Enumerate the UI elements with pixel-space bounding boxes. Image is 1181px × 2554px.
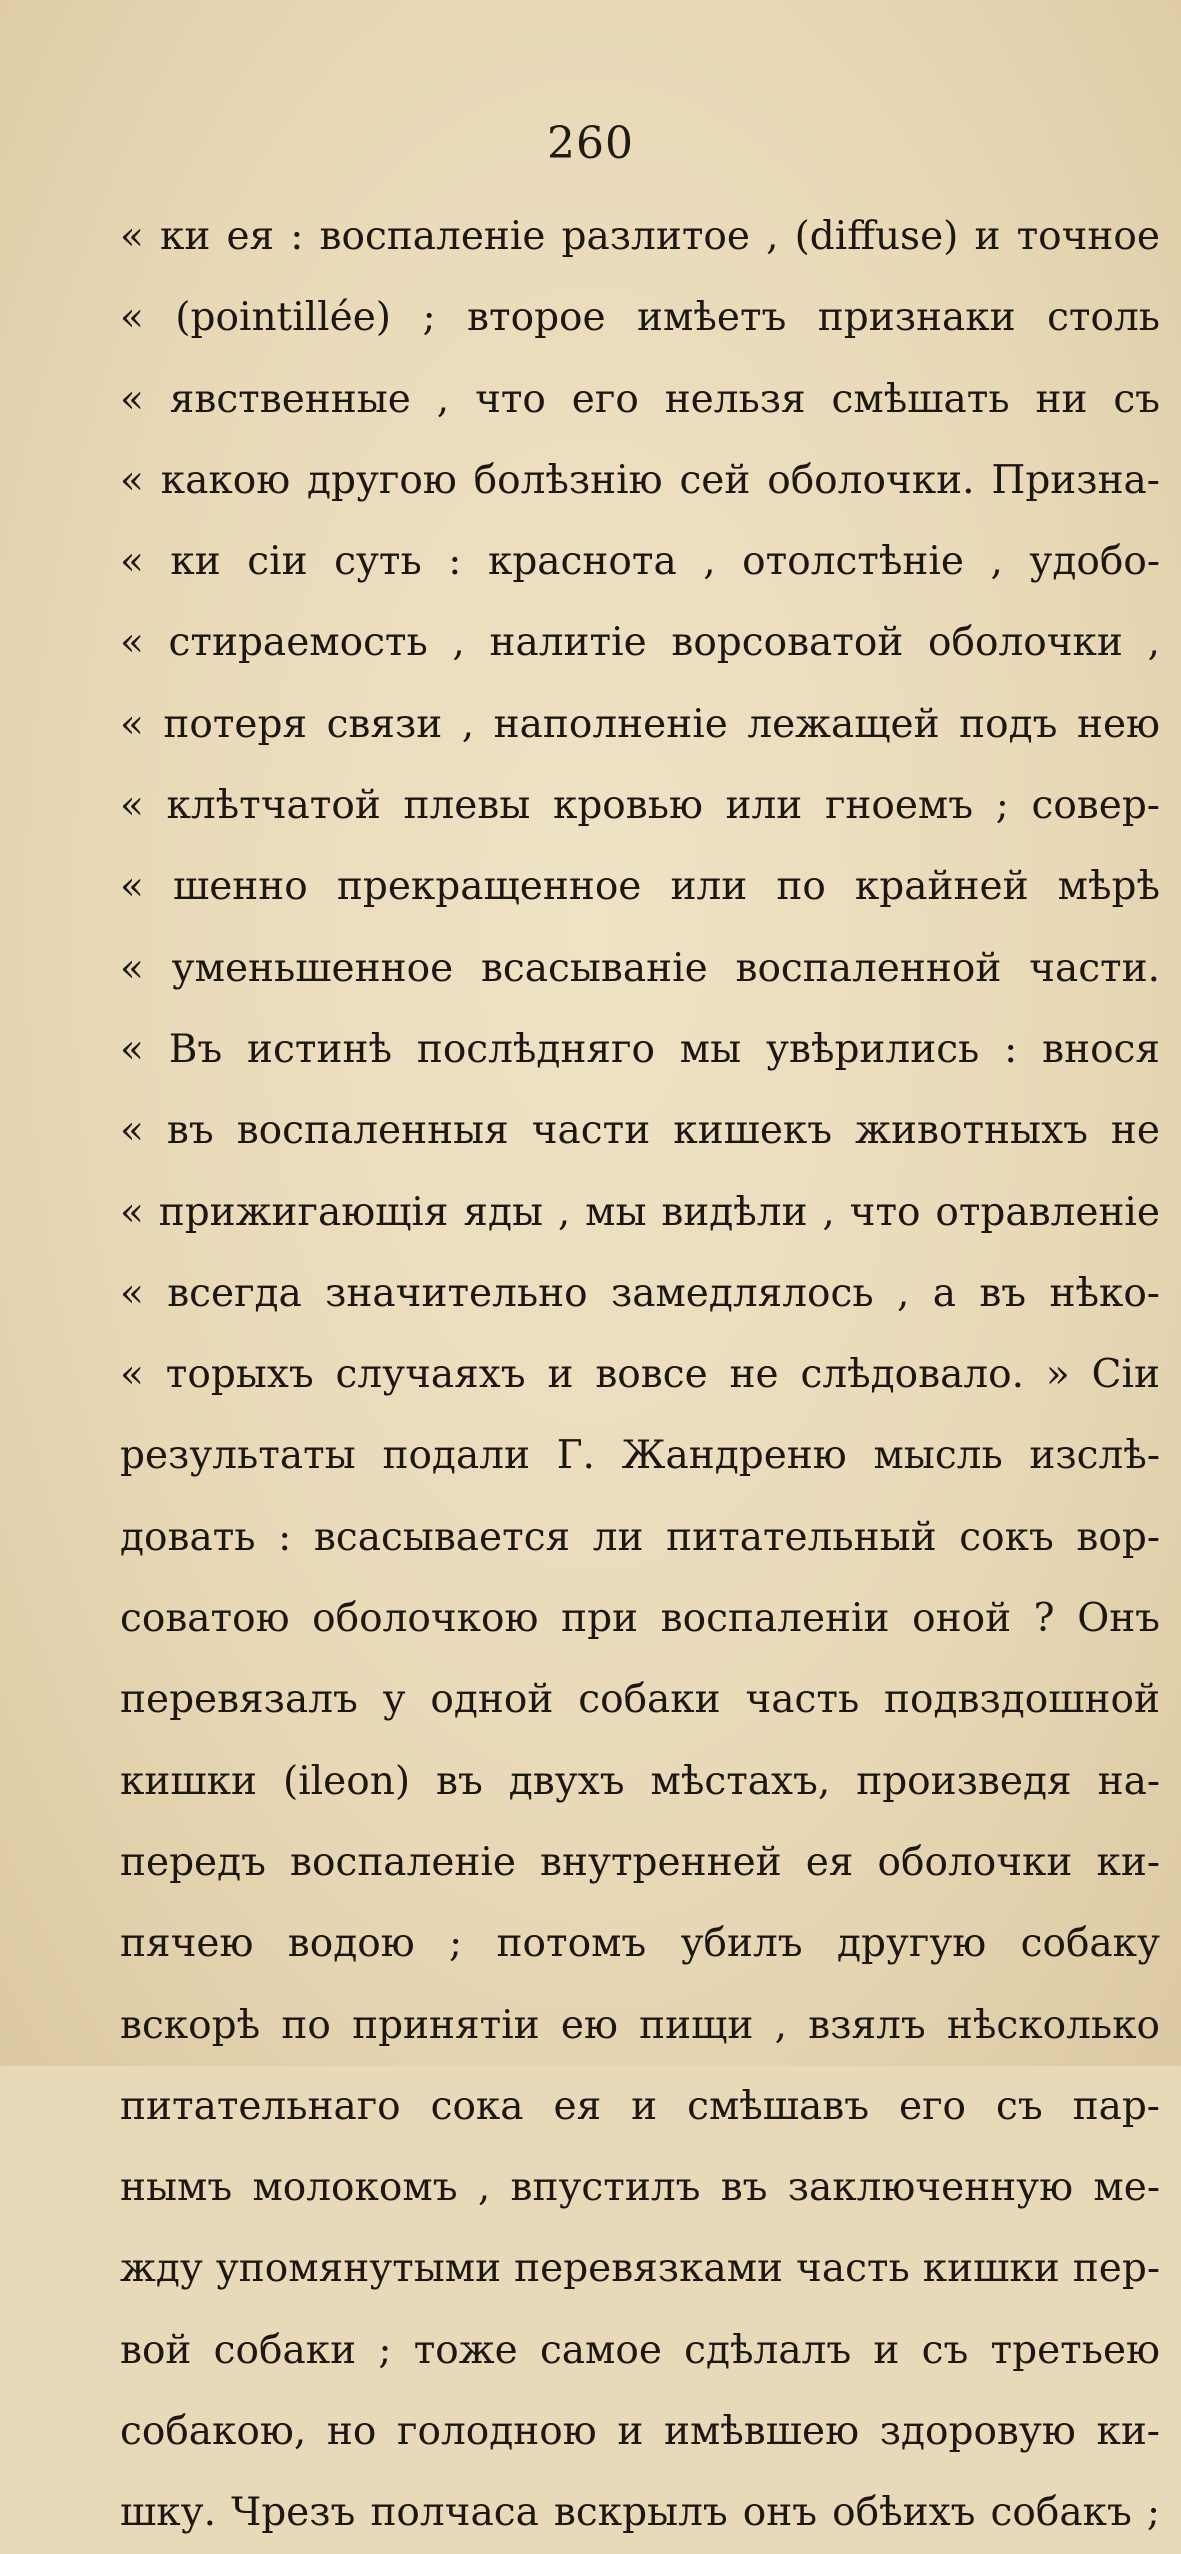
text-line: « стираемость , налитіе ворсоватой оболочки , bbox=[120, 620, 1160, 666]
text-line: пячею водою ; потомъ убилъ другую собаку bbox=[120, 1921, 1160, 1967]
text-line: жду упомянутыми перевязками часть кишки пер- bbox=[120, 2246, 1160, 2292]
text-line: « въ воспаленныя части кишекъ животныхъ не bbox=[120, 1108, 1160, 1154]
text-line: соватою оболочкою при воспаленіи оной ? Онъ bbox=[120, 1596, 1160, 1642]
text-line: « ки ея : воспаленіе разлитое , (diffuse) и точное bbox=[120, 214, 1160, 259]
text-line: « прижигающія яды , мы видѣли , что отравленіе bbox=[120, 1189, 1160, 1235]
text-line: « уменьшенное всасываніе воспаленной части. bbox=[120, 945, 1160, 991]
text-line: перевязалъ у одной собаки часть подвздошной bbox=[120, 1677, 1160, 1723]
text-line: нымъ молокомъ , впустилъ въ заключенную ме- bbox=[120, 2165, 1160, 2211]
text-line: « Въ истинѣ послѣдняго мы увѣрились : внося bbox=[120, 1026, 1160, 1072]
text-line: кишки (ileon) въ двухъ мѣстахъ, произведя на- bbox=[120, 1758, 1160, 1804]
text-line: « клѣтчатой плевы кровью или гноемъ ; совер- bbox=[120, 783, 1160, 829]
text-line: вскорѣ по принятіи ею пищи , взялъ нѣсколько bbox=[120, 2002, 1160, 2048]
text-line: вой собаки ; тоже самое сдѣлалъ и съ третьею bbox=[120, 2327, 1160, 2373]
text-line: « торыхъ случаяхъ и вовсе не слѣдовало. » Сіи bbox=[120, 1352, 1160, 1398]
text-line: « какою другою болѣзнію сей оболочки. Призна- bbox=[120, 457, 1160, 503]
text-line: « всегда значительно замедлялось , а въ нѣко- bbox=[120, 1270, 1160, 1316]
text-line: собакою, но голодною и имѣвшею здоровую ки- bbox=[120, 2409, 1160, 2455]
text-line: « явственные , что его нельзя смѣшать ни съ bbox=[120, 376, 1160, 422]
text-line: передъ воспаленіе внутренней ея оболочки ки- bbox=[120, 1839, 1160, 1885]
text-line: « (pointillée) ; второе имѣетъ признаки столь bbox=[120, 295, 1160, 341]
body-text bbox=[120, 196, 1160, 2554]
text-line: результаты подали Г. Жандреню мысль изслѣ- bbox=[120, 1433, 1160, 1479]
text-line: « шенно прекращенное или по крайней мѣрѣ bbox=[120, 864, 1160, 910]
page-number: 260 bbox=[547, 118, 634, 169]
text-line: « ки сіи суть : краснота , отолстѣніе , удобо- bbox=[120, 539, 1160, 585]
text-line: шку. Чрезъ полчаса вскрылъ онъ обѣихъ собакъ ; bbox=[120, 2490, 1160, 2536]
text-line: довать : всасывается ли питательный сокъ вор- bbox=[120, 1514, 1160, 1560]
text-line: питательнаго сока ея и смѣшавъ его съ пар- bbox=[120, 2083, 1160, 2129]
text-line: « потеря связи , наполненіе лежащей подъ нею bbox=[120, 701, 1160, 747]
